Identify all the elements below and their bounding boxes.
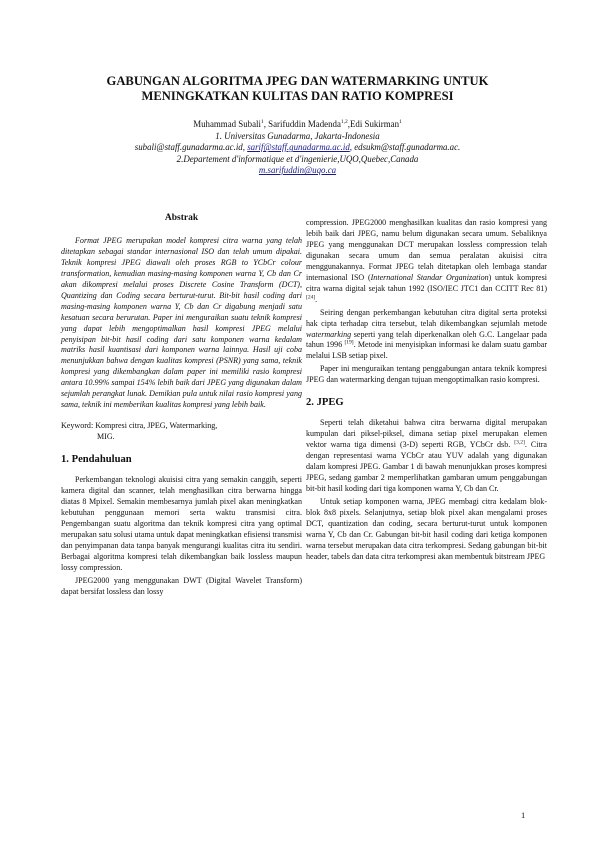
page-number: 1 <box>521 810 526 820</box>
title-line-2: MENINGKATKAN KULITAS DAN RATIO KOMPRESI <box>141 89 454 103</box>
section-1-paragraph-2: JPEG2000 yang menggunakan DWT (Digital Wavelet Transform) dapat bersifat lossless dan lossy <box>61 575 302 596</box>
keywords <box>61 421 302 443</box>
left-column <box>61 213 302 597</box>
author-emails: subali@staff.gunadarma.ac.id, sarif@staff.gunadarma.ac.id, edsukm@staff.gunadarma.ac. <box>134 142 461 153</box>
right-paragraph-3: Paper ini menguraikan tentang penggabungan antara teknik kompresi JPEG dan watermarking dengan tujuan mengoptimalkan rasio kompresi. <box>306 364 547 385</box>
citation-24: [24] <box>306 294 316 300</box>
right-column <box>306 218 547 563</box>
paper-title <box>60 74 535 104</box>
email-2-line <box>60 165 535 177</box>
right-paragraph-2: Seiring dengan perkembangan kebutuhan citra digital serta proteksi hak cipta terhadap citra tersebut, telah dikembangkan sejumlah metode watermarking seperti yang telah diperkenalkan oleh G.C. Langelaar pada tahun 1996 [19]. Metode ini menyisipkan informasi ke dalam suatu gambar melalui LSB setiap pixel. <box>306 307 548 361</box>
section-2-paragraph-1: Seperti telah diketahui bahwa citra berwarna digital merupakan kumpulan dari piksel-piksel, dimana setiap pixel merupakan elemen vektor warna tiga dimensi (3-D) seperti RGB, YCbCr dsb. [3,2]. Citra dengan representasi warna YCbCr atau YUV adalah yang digunakan dalam kompresi JPEG. Gambar 1 di bawah menunjukkan proses kompresi JPEG, sedang gambar 2 memperlihatkan gambaran umum penggabungan bit-bit hasil koding dari tiga komponen warna Y, Cb dan Cr. <box>306 418 547 493</box>
author-names: Muhammad Subali$^1$, Sarifuddin Madenda$^{1,2}$,Edi Sukirman$^1$ <box>193 119 402 129</box>
right-paragraph-1: compression. JPEG2000 menghasilkan kualitas dan rasio kompresi yang lebih baik dari JPEG, namu belum digunakan secara umum. Sebaliknya JPEG yang menggunakan DCT merupakan lossless compression telah digunakan secara umum dan semua peralatan akuisisi citra menggunakannya. Format JPEG telah ditetapkan oleh lembaga standar internasional ISO (International Standar Organization) untuk kompresi citra warna digital sejak tahun 1992 (ISO/IEC JTC1 dan CCITT Rec 81) [24]. <box>306 218 547 304</box>
title-line-1: GABUNGAN ALGORITMA JPEG DAN WATERMARKING UNTUK <box>106 74 489 88</box>
citation-3-2: [3,2] <box>514 439 525 446</box>
affiliation-1: 1. Universitas Gunadarma, Jakarta-Indonesia <box>215 130 380 141</box>
abstract <box>61 236 302 411</box>
section-1-heading: 1. Pendahuluan <box>61 454 132 466</box>
email-link-uqo[interactable]: m.sarifuddin@uqo.ca <box>258 165 337 176</box>
section-2-heading: 2. JPEG <box>306 397 344 409</box>
email-link-sarif[interactable]: sarif@staff.gunadarma.ac.id <box>247 142 350 153</box>
affiliation-2: 2.Departement d'informatique et d'ingenierie,UQO,Quebec,Canada <box>176 153 419 164</box>
section-2-paragraph-2: Untuk setiap komponen warna, JPEG membagi citra kedalam blok-blok 8x8 pixels. Selanjutnya, setiap blok pixel akan mengalami proses DCT, quantization dan coding, secara berturut-turut untuk komponen warna Y, Cb dan Cr. Gabungan bit-bit hasil coding dari ketiga komponen warna tersebut merupakan data citra terkompresi. Sedang gabungan bit-bit header, tabels dan data citra terkompresi akan membentuk bitstream JPEG <box>306 496 547 561</box>
author-block <box>60 119 535 177</box>
section-1-paragraph-1: Perkembangan teknologi akuisisi citra yang semakin canggih, seperti kamera digital dan scanner, telah menghasilkan citra berwarna hingga diatas 8 Mpixel. Semakin membesarnya jumlah pixel akan meningkatkan kebutuhan penggunaan memori serta waktu transmisi citra. Pengembangan suatu algoritma dan teknik kompresi citra yang optimal merupakan satu solusi utama untuk dapat meningkatkan efisiensi transmisi dan penyimpanan data tanpa banyak mengurangi kualitas citra itu sendiri. Berbagai algoritma kompresi telah dikembangkan baik lossless maupun lossy compression. <box>61 474 302 572</box>
keyword-line: Keyword: Kompresi citra, JPEG, Watermarking, <box>61 421 218 431</box>
abstract-text: Format JPEG merupakan model kompresi citra warna yang telah ditetapkan sebagai standar internasional ISO dan telah umum dipakai. Teknik kompresi JPEG diawali oleh proses RGB to YCbCr colour transformation, kemudian masing-masing komponen warna Y, Cb dan Cr akan dikompresi melalui proses Discrete Cosine Transform (DCT), Quantizing dan Coding secara berturut-turut. Bit-bit hasil coding dari masing-masing komponen warna Y, Cb dan Cr digabung menjadi satu kesatuan secara berurutan. Paper ini menguraikan suatu teknik kompresi yang dapat lebih mengoptimalkan hasil kompresi JPEG melalui penyisipan bit-bit hasil coding dari satu komponen warna kedalam matriks hasil kuantisasi dari komponen warna lainnya. Hasil uji coba menunjukkan bahwa dengan kualitas kompresi (PSNR) yang sama, teknik kompresi yang dikembangkan dalam paper ini memiliki rasio kompresi antara 10.99% sampai 154% lebih baik dari JPEG yang digunakan dalam sejumlah perangkat lunak. Demikian pula untuk nilai rasio kompresi yang sama, teknik ini memberikan kualitas kompresi yang lebih baik. <box>61 235 302 410</box>
keyword-continuation: MIG. <box>97 432 115 442</box>
abstract-heading: Abstrak <box>164 213 199 223</box>
citation-19: [19] <box>344 339 354 346</box>
